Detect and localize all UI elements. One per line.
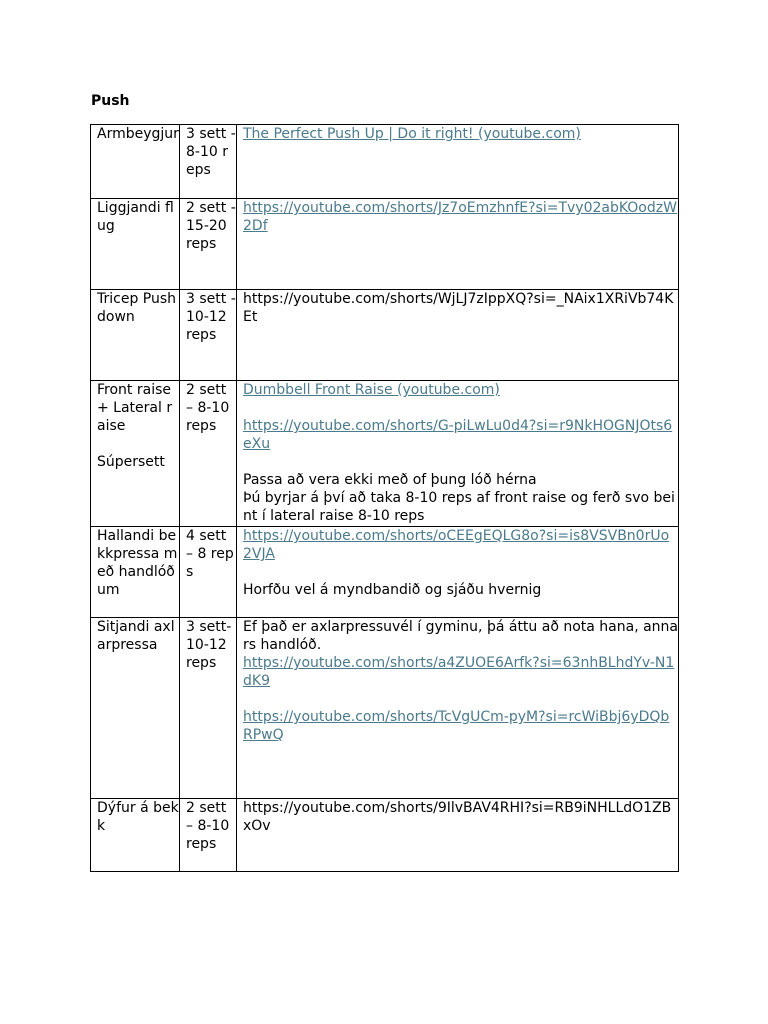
table-row [91, 799, 679, 872]
sets-reps: 2 sett – 8-10 reps [186, 382, 230, 434]
instruction-text: Þú byrjar á því að taka 8-10 reps af front raise og ferð svo beint í lateral raise 8-10 reps [243, 490, 675, 524]
sets-cell [180, 199, 237, 290]
notes-cell [237, 799, 679, 872]
video-link[interactable]: https://youtube.com/shorts/Jz7oEmzhnfE?si=Tvy02abKOodzW2Df [243, 200, 677, 234]
notes-cell [237, 125, 679, 199]
table-row [91, 527, 679, 618]
video-link[interactable]: https://youtube.com/shorts/TcVgUCm-pyM?si=rcWiBbj6yDQbRPwQ [243, 709, 670, 743]
page-heading: Push [91, 93, 130, 109]
workout-table [90, 124, 679, 872]
sets-reps: 3 sett - 10-12 reps [186, 291, 236, 343]
sets-reps: 2 sett - 15-20 reps [186, 200, 236, 252]
exercise-cell [91, 125, 180, 199]
notes-cell [237, 527, 679, 618]
notes-cell [237, 199, 679, 290]
exercise-name: Tricep Pushdown [97, 291, 177, 325]
instruction-text: Ef það er axlarpressuvél í gyminu, þá áttu að nota hana, annars handlóð. [243, 619, 679, 653]
video-link[interactable]: The Perfect Push Up | Do it right! (youtube.com) [243, 126, 581, 142]
sets-reps: 3 sett - 8-10 reps [186, 126, 236, 178]
sets-cell [180, 290, 237, 381]
notes-cell [237, 290, 679, 381]
video-link[interactable]: https://youtube.com/shorts/a4ZUOE6Arfk?si=63nhBLhdYv-N1dK9 [243, 655, 675, 689]
exercise-name: Hallandi bekkpressa með handlóðum [97, 528, 178, 598]
sets-cell [180, 799, 237, 872]
sets-cell [180, 381, 237, 527]
sets-cell [180, 527, 237, 618]
exercise-cell [91, 381, 180, 527]
exercise-name: Armbeygjur [97, 126, 179, 142]
table-row [91, 199, 679, 290]
table-row [91, 290, 679, 381]
exercise-name: Liggjandi flug [97, 200, 174, 234]
exercise-cell [91, 199, 180, 290]
exercise-cell [91, 799, 180, 872]
exercise-cell [91, 527, 180, 618]
sets-cell [180, 125, 237, 199]
instruction-text: Horfðu vel á myndbandið og sjáðu hvernig [243, 582, 542, 598]
video-link[interactable]: https://youtube.com/shorts/G-piLwLu0d4?si=r9NkHOGNJOts6eXu [243, 418, 673, 452]
table-row [91, 125, 679, 199]
exercise-cell [91, 290, 180, 381]
notes-cell [237, 381, 679, 527]
sets-reps: 2 sett – 8-10 reps [186, 800, 230, 852]
video-link[interactable]: Dumbbell Front Raise (youtube.com) [243, 382, 500, 398]
exercise-note: Súpersett [97, 454, 165, 470]
exercise-name: Dýfur á bekk [97, 800, 179, 834]
instruction-text: Passa að vera ekki með of þung lóð hérna [243, 472, 537, 488]
exercise-cell [91, 618, 180, 799]
video-url-text: https://youtube.com/shorts/9IlvBAV4RHI?si=RB9iNHLLdO1ZBxOv [243, 800, 672, 834]
notes-cell [237, 618, 679, 799]
exercise-name: Front raise + Lateral raise [97, 382, 173, 434]
sets-reps: 4 sett – 8 reps [186, 528, 234, 580]
table-row [91, 618, 679, 799]
sets-reps: 3 sett- 10-12 reps [186, 619, 232, 671]
exercise-name: Sitjandi axlarpressa [97, 619, 175, 653]
table-row [91, 381, 679, 527]
video-link[interactable]: https://youtube.com/shorts/oCEEgEQLG8o?si=is8VSVBn0rUo2VJA [243, 528, 670, 562]
video-url-text: https://youtube.com/shorts/WjLJ7zIppXQ?si=_NAix1XRiVb74KEt [243, 291, 674, 325]
sets-cell [180, 618, 237, 799]
